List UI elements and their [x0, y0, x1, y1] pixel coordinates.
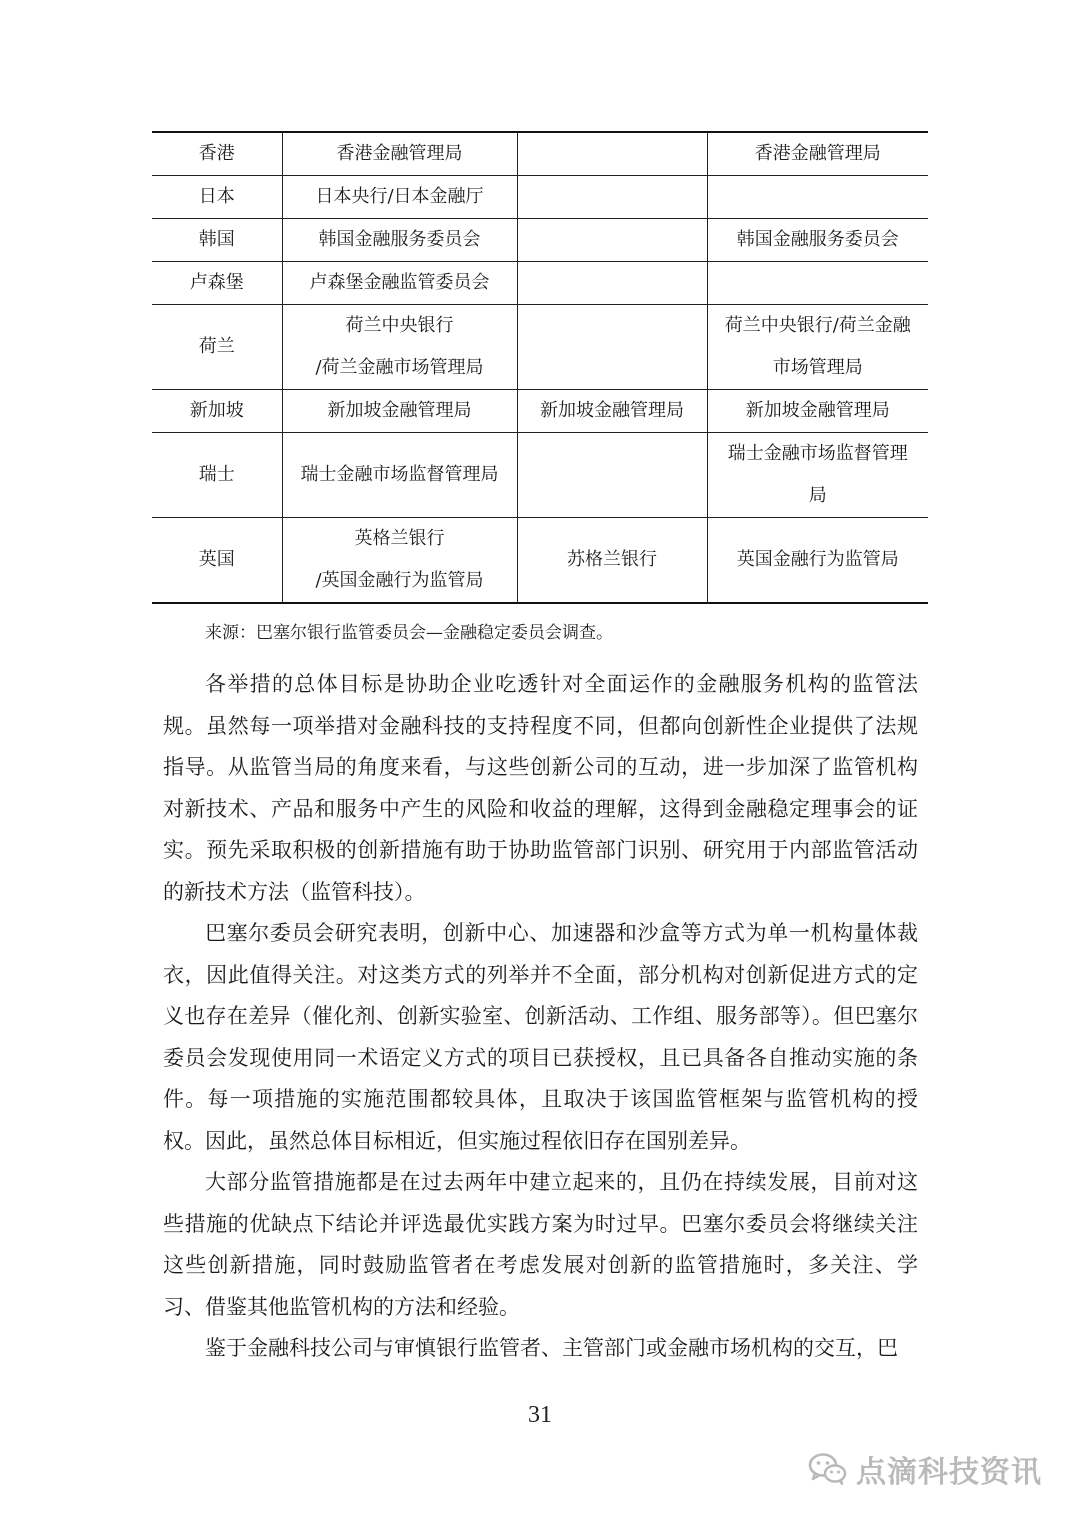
cell-text-line: 日本央行/日本金融厅: [315, 186, 484, 207]
cell-text-line: 香港金融管理局: [754, 143, 881, 164]
regulator-cell-col3: [707, 132, 928, 176]
table-row: [152, 433, 928, 518]
cell-text-line: 苏格兰银行: [567, 549, 657, 570]
table-row: [152, 176, 928, 219]
cell-text-line: /荷兰金融市场管理局: [315, 357, 484, 378]
cell-text-line: 瑞士金融市场监督管理: [727, 443, 908, 464]
paragraph-4: 鉴于金融科技公司与审慎银行监管者、主管部门或金融市场机构的交互，巴: [205, 1336, 898, 1360]
country-cell: 英国: [152, 518, 282, 604]
table-row: [152, 305, 928, 390]
body-text: [163, 664, 918, 1370]
regulator-cell-col3: [707, 433, 928, 518]
table-source-note: 来源：巴塞尔银行监管委员会—金融稳定委员会调查。: [205, 623, 613, 643]
cell-text-line: 荷兰中央银行/荷兰金融: [724, 315, 911, 336]
regulator-cell-col3: [707, 219, 928, 262]
cell-text-line: 香港金融管理局: [336, 143, 463, 164]
country-cell: 瑞士: [152, 433, 282, 518]
regulator-cell-col2: [517, 219, 707, 262]
regulator-cell-col3: [707, 518, 928, 604]
regulator-cell-col1: [282, 390, 517, 433]
regulator-cell-col2: [517, 262, 707, 305]
country-cell: 卢森堡: [152, 262, 282, 305]
cell-text-line: 英国金融行为监管局: [736, 549, 899, 570]
regulator-cell-col2: [517, 518, 707, 604]
cell-text-line: 新加坡金融管理局: [540, 400, 684, 421]
cell-text-line: /英国金融行为监管局: [315, 570, 484, 591]
regulator-cell-col3: [707, 305, 928, 390]
regulator-cell-col2: [517, 176, 707, 219]
cell-text-line: 韩国金融服务委员会: [736, 229, 899, 250]
regulator-cell-col1: [282, 433, 517, 518]
regulator-cell-col1: [282, 305, 517, 390]
cell-text-line: 瑞士金融市场监督管理局: [300, 464, 499, 485]
regulator-cell-col2: [517, 433, 707, 518]
regulator-cell-col2: [517, 305, 707, 390]
wechat-icon: [808, 1452, 848, 1486]
regulators-table-container: [152, 131, 928, 604]
regulator-cell-col1: [282, 132, 517, 176]
country-cell: 荷兰: [152, 305, 282, 390]
country-cell: 日本: [152, 176, 282, 219]
regulators-table-body: [152, 132, 928, 603]
regulator-cell-col3: [707, 176, 928, 219]
paragraph-3: 大部分监管措施都是在过去两年中建立起来的，且仍在持续发展，目前对这些措施的优缺点下结论并评选最优实践方案为时过早。巴塞尔委员会将继续关注这些创新措施，同时鼓励监管者在考虑发展对创新的监管措施时，多关注、学习、借鉴其他监管机构的方法和经验。: [163, 1170, 918, 1319]
cell-text-line: 新加坡金融管理局: [745, 400, 890, 421]
cell-text-line: 韩国金融服务委员会: [318, 229, 481, 250]
regulator-cell-col1: [282, 518, 517, 604]
country-cell: 韩国: [152, 219, 282, 262]
regulator-cell-col3: [707, 390, 928, 433]
page-number: 31: [528, 1402, 552, 1428]
country-cell: 新加坡: [152, 390, 282, 433]
paragraph-1: 各举措的总体目标是协助企业吃透针对全面运作的金融服务机构的监管法规。虽然每一项举措对金融科技的支持程度不同，但都向创新性企业提供了法规指导。从监管当局的角度来看，与这些创新公司的互动，进一步加深了监管机构对新技术、产品和服务中产生的风险和收益的理解，这得到金融稳定理事会的证实。预先采取积极的创新措施有助于协助监管部门识别、研究用于内部监管活动的新技术方法（监管科技）。: [163, 672, 918, 904]
regulator-cell-col2: [517, 390, 707, 433]
watermark: [808, 1447, 1042, 1491]
cell-text-line: 荷兰中央银行: [345, 315, 454, 336]
table-row: [152, 518, 928, 604]
table-row: [152, 262, 928, 305]
table-row: [152, 132, 928, 176]
regulator-cell-col1: [282, 176, 517, 219]
cell-text-line: 局: [808, 485, 827, 506]
regulator-cell-col2: [517, 132, 707, 176]
regulator-cell-col1: [282, 262, 517, 305]
country-cell: 香港: [152, 132, 282, 176]
table-row: [152, 219, 928, 262]
cell-text-line: 市场管理局: [772, 357, 863, 378]
watermark-text: 点滴科技资讯: [856, 1455, 1042, 1490]
regulator-cell-col1: [282, 219, 517, 262]
cell-text-line: 卢森堡金融监管委员会: [309, 272, 490, 293]
paragraph-2: 巴塞尔委员会研究表明，创新中心、加速器和沙盒等方式为单一机构量体裁衣，因此值得关注。对这类方式的列举并不全面，部分机构对创新促进方式的定义也存在差异（催化剂、创新实验室、创新活动、工作组、服务部等）。但巴塞尔委员会发现使用同一术语定义方式的项目已获授权，且已具备各自推动实施的条件。每一项措施的实施范围都较具体，且取决于该国监管框架与监管机构的授权。因此，虽然总体目标相近，但实施过程依旧存在国别差异。: [163, 921, 918, 1153]
cell-text-line: 新加坡金融管理局: [327, 400, 472, 421]
table-row: [152, 390, 928, 433]
regulators-table: [152, 131, 928, 604]
cell-text-line: 英格兰银行: [354, 528, 445, 549]
regulator-cell-col3: [707, 262, 928, 305]
